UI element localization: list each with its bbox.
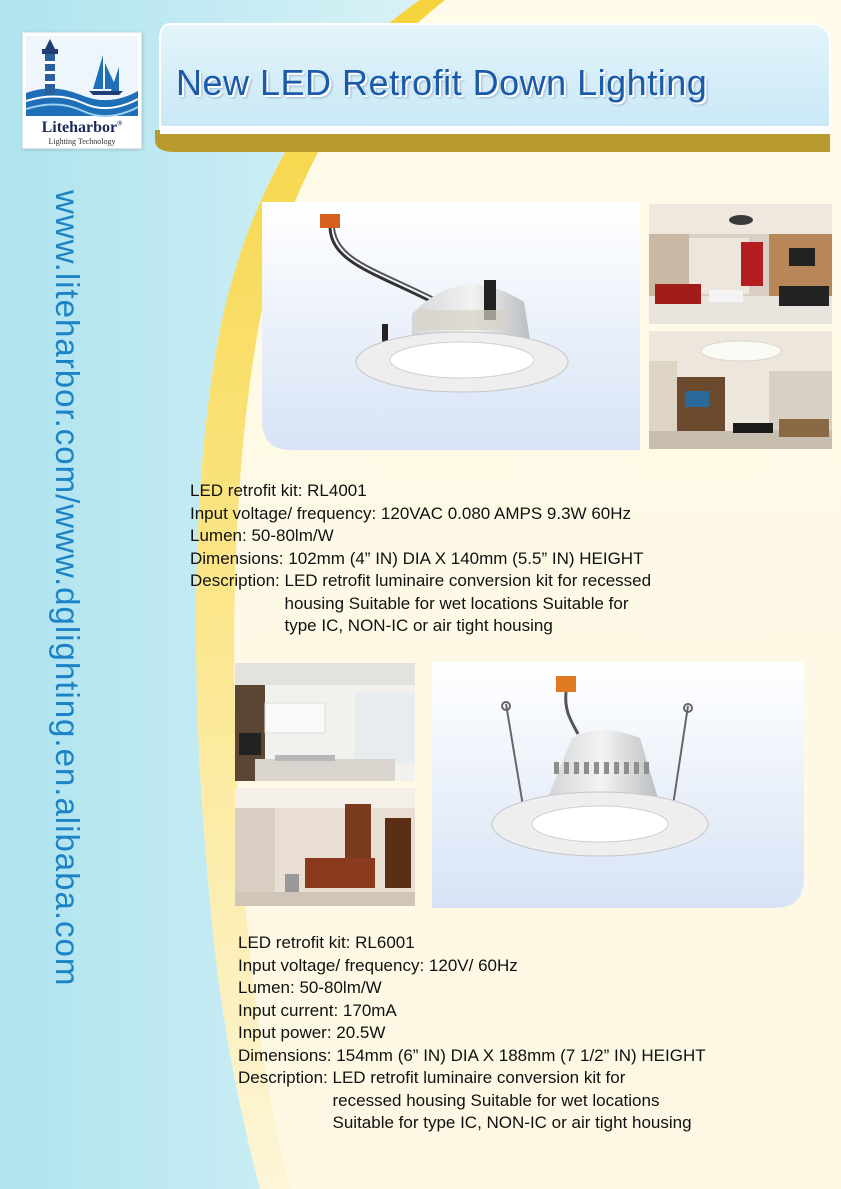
spec-block-rl6001 (238, 932, 706, 1135)
model-line: LED retrofit kit: RL6001 (238, 933, 415, 952)
company-logo (22, 32, 142, 149)
spec-row: Dimensions: 102mm (4” IN) DIA X 140mm (5.5” IN) HEIGHT (190, 548, 644, 568)
logo-name: Liteharbor® (41, 119, 123, 136)
vertical-website-url (40, 190, 88, 1090)
description-row: Description: LED retrofit luminaire conversion kit for recessed housing Suitable for wet locations Suitable for type IC, NON-IC or air tight housing (238, 1067, 706, 1135)
room-photo-living-1 (649, 204, 832, 324)
spec-row: Input current: 170mA (238, 1000, 397, 1020)
spec-row: Dimensions: 154mm (6” IN) DIA X 188mm (7 1/2” IN) HEIGHT (238, 1045, 706, 1065)
product-photo-rl6001 (432, 662, 804, 908)
logo-subtitle: Lighting Technology (48, 137, 116, 146)
description-text: LED retrofit luminaire conversion kit for recessed housing Suitable for wet locations Suitable for type IC, NON-IC or air tight housing (332, 1068, 692, 1132)
spec-row: Lumen: 50-80lm/W (238, 978, 382, 997)
website-url-text: www.liteharbor.com/www.dglighting.en.alibaba.com (49, 190, 86, 987)
description-text: LED retrofit luminaire conversion kit for recessed housing Suitable for wet locations Suitable for type IC, NON-IC or air tight housing (284, 571, 652, 635)
lighthouse-logo-icon (23, 33, 141, 119)
product-photo-rl4001 (262, 202, 640, 450)
description-row: Description: LED retrofit luminaire conversion kit for recessed housing Suitable for wet locations Suitable for type IC, NON-IC or air tight housing (190, 570, 651, 638)
room-photo-living-2 (649, 331, 832, 449)
model-line: LED retrofit kit: RL4001 (190, 481, 367, 500)
room-photo-kitchen (235, 663, 415, 781)
spec-row: Input voltage/ frequency: 120V/ 60Hz (238, 955, 518, 975)
spec-row: Input voltage/ frequency: 120VAC 0.080 AMPS 9.3W 60Hz (190, 503, 632, 523)
spec-block-rl4001 (190, 480, 651, 638)
spec-row: Input power: 20.5W (238, 1023, 386, 1042)
room-photo-bar (235, 788, 415, 906)
page-title: New LED Retrofit Down Lighting (176, 62, 708, 103)
spec-row: Lumen: 50-80lm/W (190, 526, 334, 545)
